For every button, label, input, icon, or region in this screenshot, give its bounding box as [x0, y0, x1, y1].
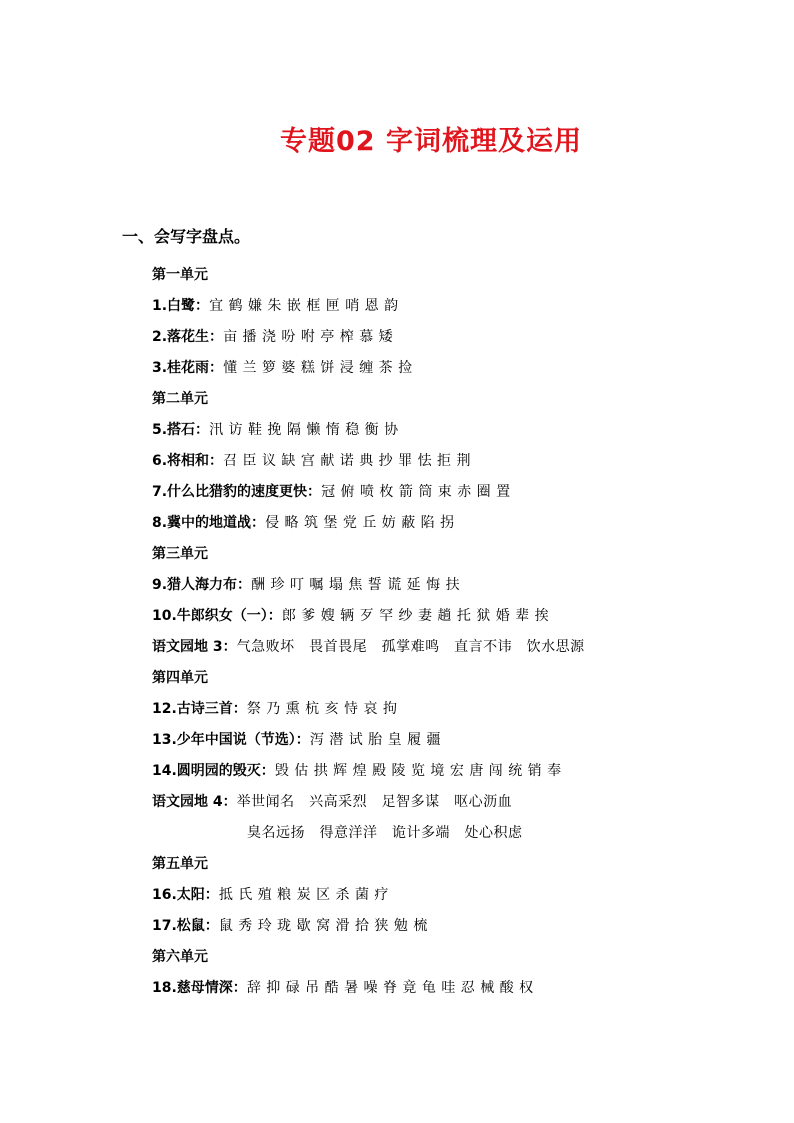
lesson-words: 汛 访 鞋 挽 隔 懒 惰 稳 衡 协: [209, 422, 399, 438]
lesson-words-continued: [152, 818, 772, 849]
lesson-words: 气急败坏 畏首畏尾 孤掌难鸣 直言不讳 饮水思源: [236, 639, 585, 655]
lesson-row: [152, 508, 772, 539]
lesson-label: 12.古诗三首：: [152, 701, 247, 717]
lesson-words: 举世闻名 兴高采烈 足智多谋 呕心沥血: [236, 794, 513, 810]
lesson-label: 13.少年中国说（节选）：: [152, 732, 310, 748]
lesson-label: 8.冀中的地道战：: [152, 515, 266, 531]
lesson-row: [152, 973, 772, 1004]
lesson-row: [152, 446, 772, 477]
lesson-row: [152, 632, 772, 663]
lesson-words: 毁 估 拱 辉 煌 殿 陵 览 境 宏 唐 闯 统 销 奉: [274, 763, 562, 779]
lesson-row: [152, 570, 772, 601]
unit-heading: 第五单元: [152, 856, 208, 872]
lesson-label: 2.落花生：: [152, 329, 224, 345]
lesson-label: 1.白鹭：: [152, 298, 210, 314]
lesson-row: [152, 291, 772, 322]
lesson-words: 郎 爹 嫂 辆 歹 罕 纱 妻 趟 托 狱 婚 辈 挨: [281, 608, 550, 624]
lesson-row: [152, 353, 772, 384]
unit-heading: 第三单元: [152, 546, 208, 562]
lesson-words: 臭名远扬 得意洋洋 诡计多端 处心积虑: [247, 825, 523, 841]
lesson-row: [152, 725, 772, 756]
lesson-row: [152, 787, 772, 818]
lesson-words: 懂 兰 箩 婆 糕 饼 浸 缠 茶 捡: [223, 360, 413, 376]
lesson-label: 6.将相和：: [152, 453, 224, 469]
lesson-label: 语文园地 3：: [152, 639, 237, 655]
lesson-words: 召 臣 议 缺 宫 献 诺 典 抄 罪 怯 拒 荆: [223, 453, 471, 469]
lesson-row: [152, 601, 772, 632]
lesson-words: 冠 俯 喷 枚 箭 筒 束 赤 圈 置: [321, 484, 511, 500]
lesson-label: 语文园地 4：: [152, 794, 237, 810]
lesson-label: 7.什么比猎豹的速度更快：: [152, 484, 322, 500]
unit-heading: 第二单元: [152, 391, 208, 407]
lesson-words: 宜 鹤 嫌 朱 嵌 框 匣 哨 恩 韵: [209, 298, 399, 314]
lesson-words: 侵 略 筑 堡 党 丘 妨 蔽 陷 拐: [265, 515, 455, 531]
page-title: 专题02 字词梳理及运用: [280, 126, 582, 157]
unit-heading: 第一单元: [152, 267, 208, 283]
lesson-row: [152, 756, 772, 787]
lesson-label: 5.搭石：: [152, 422, 210, 438]
lesson-label: 3.桂花雨：: [152, 360, 224, 376]
lesson-words: 祭 乃 熏 杭 亥 恃 哀 拘: [246, 701, 398, 717]
lesson-words: 辞 抑 碌 吊 酷 暑 噪 脊 竟 龟 哇 忍 械 酸 权: [246, 980, 534, 996]
lesson-words: 泻 潜 试 胎 皇 履 疆: [309, 732, 442, 748]
lesson-words: 亩 播 浇 吩 咐 亭 榨 慕 矮: [223, 329, 394, 345]
lesson-label: 9.猎人海力布：: [152, 577, 252, 593]
lesson-words: 酬 珍 叮 嘱 塌 焦 誓 谎 延 悔 扶: [251, 577, 461, 593]
section-heading: 一、会写字盘点。: [122, 227, 251, 246]
lesson-words: 抵 氏 殖 粮 炭 区 杀 菌 疗: [218, 887, 389, 903]
unit-heading: 第四单元: [152, 670, 208, 686]
lesson-row: [152, 477, 772, 508]
word-list: [152, 260, 772, 1004]
unit-heading: 第六单元: [152, 949, 208, 965]
lesson-label: 16.太阳：: [152, 887, 219, 903]
lesson-row: [152, 880, 772, 911]
lesson-label: 18.慈母情深：: [152, 980, 247, 996]
lesson-row: [152, 694, 772, 725]
lesson-row: [152, 415, 772, 446]
lesson-words: 鼠 秀 玲 珑 歇 窝 滑 拾 狭 勉 梳: [218, 918, 428, 934]
lesson-row: [152, 911, 772, 942]
lesson-row: [152, 322, 772, 353]
lesson-label: 10.牛郎织女（一）：: [152, 608, 282, 624]
lesson-label: 14.圆明园的毁灭：: [152, 763, 275, 779]
lesson-label: 17.松鼠：: [152, 918, 219, 934]
